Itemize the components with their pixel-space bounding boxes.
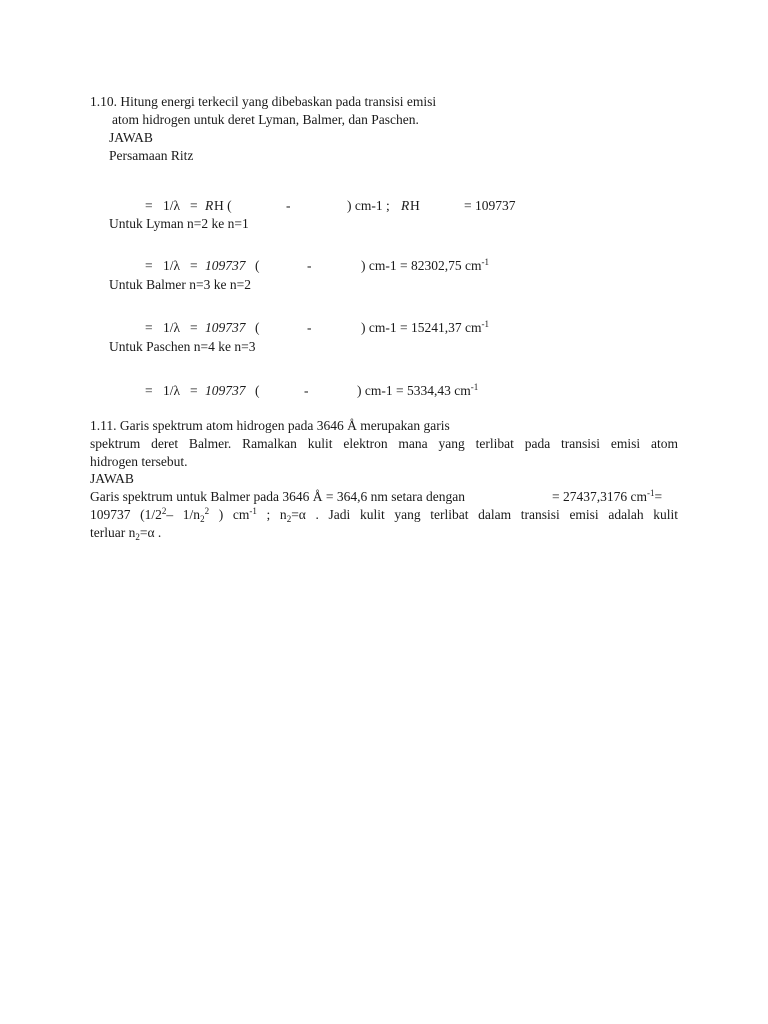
balmer-result (361, 320, 489, 336)
lyman-result-text: ) cm-1 = 82302,75 cm (361, 258, 482, 273)
lyman-result-exponent: -1 (481, 257, 489, 267)
lyman-rydberg-value: 109737 (205, 258, 246, 273)
lyman-result (361, 258, 489, 274)
answer-line-2 (90, 507, 678, 523)
paschen-inverse-lambda: 1/λ (163, 383, 181, 398)
lyman-label: Untuk Lyman n=2 ke n=1 (109, 216, 249, 231)
ritz-rh-h-2: H (410, 198, 420, 213)
answer-heading: JAWAB (109, 130, 153, 145)
paschen-result-text: ) cm-1 = 5334,43 cm (357, 383, 471, 398)
paschen-result-exponent: -1 (470, 382, 479, 392)
lyman-minus: - (307, 258, 312, 273)
answer-line-3-part-a: terluar n (90, 525, 136, 540)
answer-line-2-part-c: ) cm (218, 507, 250, 522)
answer-heading-2: JAWAB (90, 471, 134, 486)
answer-line-3 (90, 525, 161, 541)
ritz-rh-symbol-2: R (401, 198, 410, 213)
answer-line-1-equals: = (654, 489, 663, 504)
balmer-label: Untuk Balmer n=3 ke n=2 (109, 277, 251, 292)
ritz-rh-open: H ( (214, 198, 232, 213)
paschen-rydberg-value: 109737 (205, 383, 246, 398)
paschen-label: Untuk Paschen n=4 ke n=3 (109, 339, 256, 354)
balmer-inverse-lambda: 1/λ (163, 320, 181, 335)
answer-line-1-value-text: = 27437,3176 cm (552, 489, 647, 504)
lyman-eq-sign: = (145, 258, 153, 273)
balmer-result-exponent: -1 (481, 319, 489, 329)
ritz-rh-symbol: R (205, 198, 214, 213)
ritz-eq-sign-2: = (190, 198, 198, 213)
paschen-eq-sign: = (145, 383, 153, 398)
question-1-10-line2: atom hidrogen untuk deret Lyman, Balmer, dan Paschen. (112, 112, 419, 127)
lyman-eq-sign-2: = (190, 258, 198, 273)
paschen-paren-open: ( (255, 383, 260, 398)
balmer-paren-open: ( (255, 320, 260, 335)
answer-line-3-part-b: =α . (139, 525, 162, 540)
balmer-rydberg-value: 109737 (205, 320, 246, 335)
ritz-unit: ) cm-1 ; (347, 198, 390, 213)
balmer-result-text: ) cm-1 = 15241,37 cm (361, 320, 482, 335)
answer-line-2-part-d: ; n (266, 507, 287, 522)
answer-line-2-exp-b: 2 (204, 506, 210, 516)
balmer-minus: - (307, 320, 312, 335)
answer-line-2-part-b: – 1/n (166, 507, 201, 522)
answer-line-2-exp-c: -1 (249, 506, 257, 516)
balmer-eq-sign-2: = (190, 320, 198, 335)
answer-line-1-value (552, 489, 662, 505)
question-1-11-line3: hidrogen tersebut. (90, 454, 188, 469)
lyman-paren-open: ( (255, 258, 260, 273)
question-1-10-line1: 1.10. Hitung energi terkecil yang dibebaskan pada transisi emisi (90, 94, 437, 109)
question-1-11-line2: spektrum deret Balmer. Ramalkan kulit elektron mana yang terlibat pada transisi emisi atom (90, 436, 678, 451)
ritz-inverse-lambda: 1/λ (163, 198, 181, 213)
ritz-eq-sign: = (145, 198, 153, 213)
answer-line-3-sub: 2 (135, 532, 140, 542)
answer-line-2-part-e: =α . Jadi kulit yang terlibat dalam transisi emisi adalah kulit (291, 507, 678, 522)
ritz-minus: - (286, 198, 291, 213)
paschen-result (357, 383, 478, 399)
paschen-eq-sign-2: = (190, 383, 198, 398)
answer-line-2-sub-b: 2 (200, 514, 205, 524)
answer-line-2-part-a: 109737 (1/2 (90, 507, 162, 522)
ritz-rh-value: = 109737 (464, 198, 516, 213)
ritz-heading: Persamaan Ritz (109, 148, 194, 163)
answer-line-1-exponent: -1 (646, 488, 655, 498)
balmer-eq-sign: = (145, 320, 153, 335)
paschen-minus: - (304, 383, 309, 398)
lyman-inverse-lambda: 1/λ (163, 258, 181, 273)
answer-line-2-sub-d: 2 (286, 514, 292, 524)
answer-line-1-text: Garis spektrum untuk Balmer pada 3646 Å = 364,6 nm setara dengan (90, 489, 466, 504)
answer-line-2-exp-a: 2 (161, 506, 167, 516)
question-1-11-line1: 1.11. Garis spektrum atom hidrogen pada 3646 Å merupakan garis (90, 418, 450, 433)
